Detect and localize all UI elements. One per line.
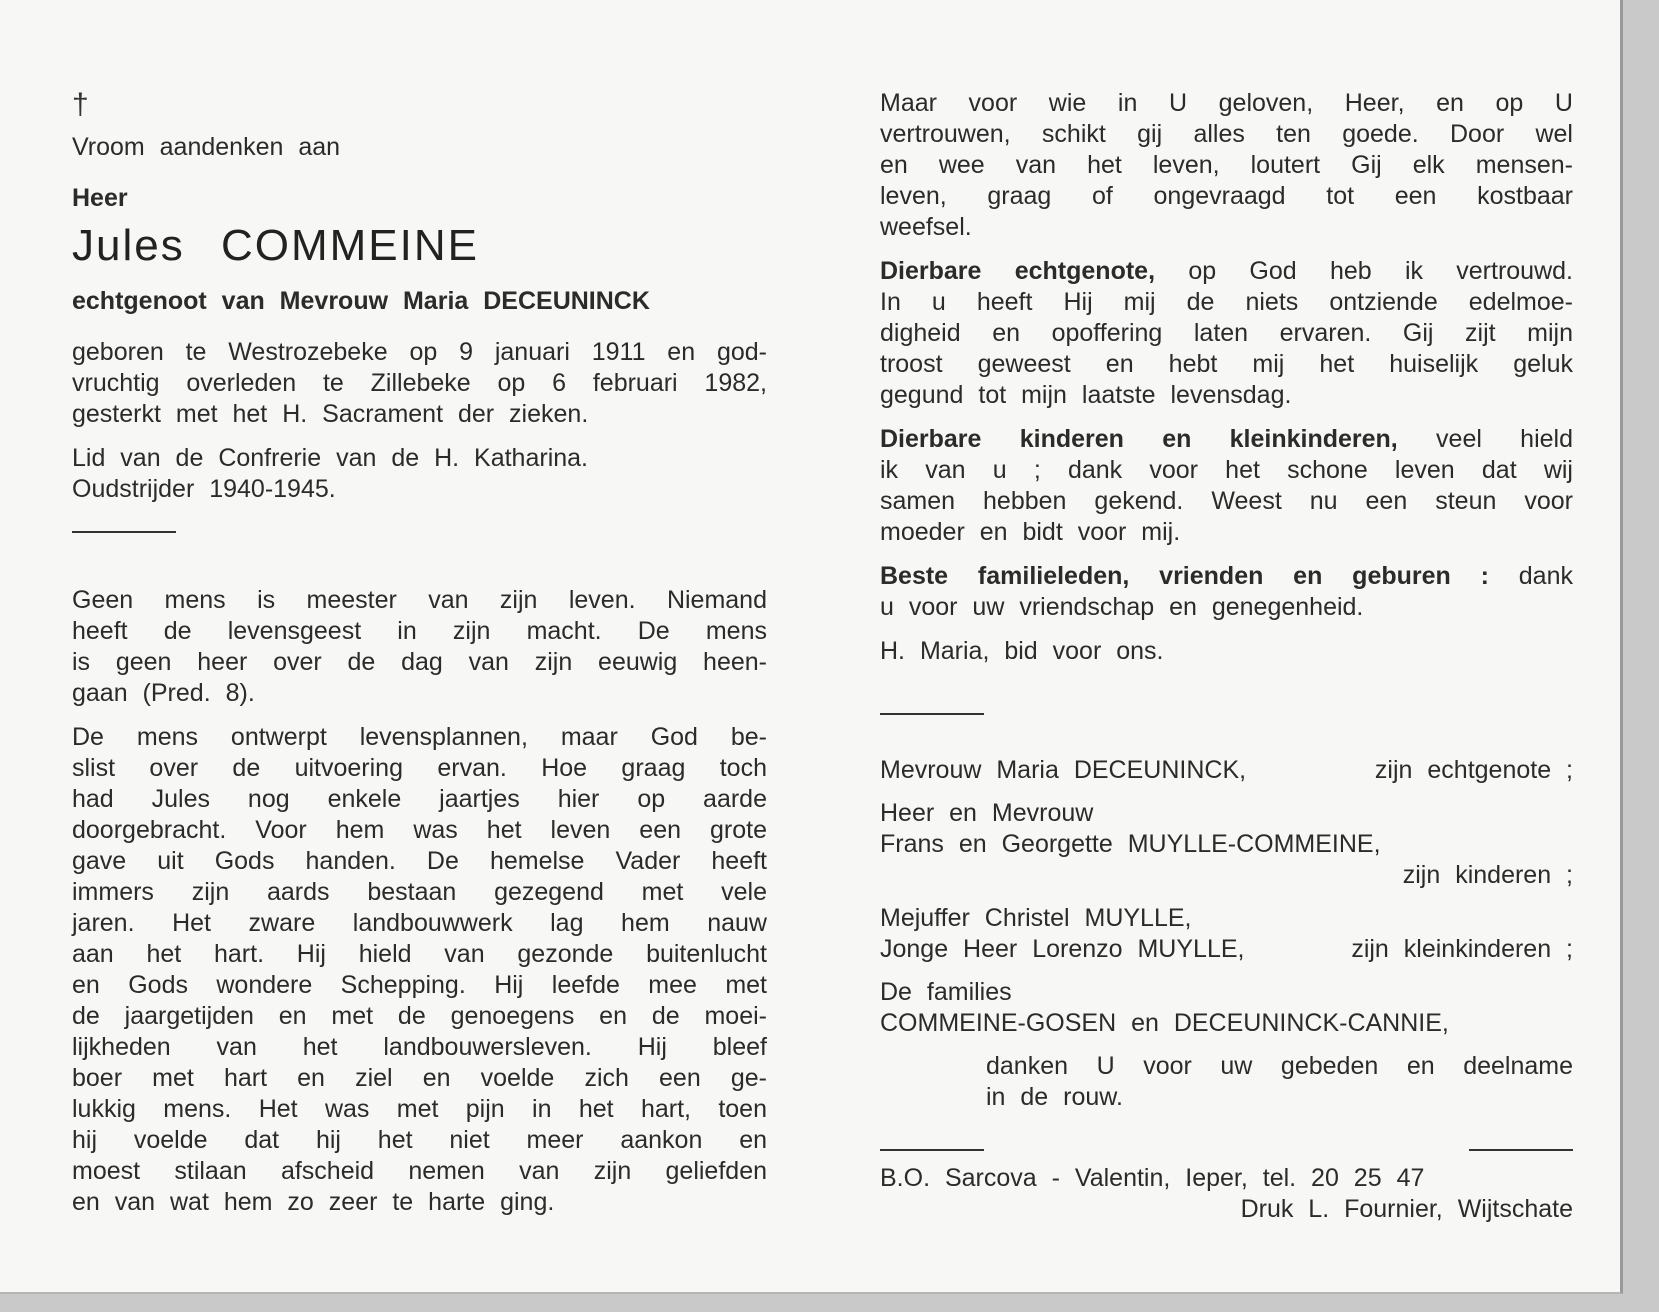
wife-name: Mevrouw Maria DECEUNINCK,: [880, 756, 1247, 784]
member-paragraph: [72, 443, 767, 505]
text-line: heeft de levensgeest in zijn macht. De mens: [72, 617, 767, 645]
grandchildren-row: [880, 934, 1573, 965]
text-line: en van wat hem zo zeer te harte ging.: [72, 1188, 555, 1216]
text-line: Geen mens is meester van zijn leven. Niemand: [72, 586, 767, 614]
text-line: moeder en bidt voor mij.: [880, 518, 1181, 546]
family-paragraph: [880, 561, 1573, 623]
divider: [72, 531, 176, 533]
funeral-home-credit: B.O. Sarcova - Valentin, Ieper, tel. 20 25 47: [880, 1164, 1425, 1192]
text-line: doorgebracht. Voor hem was het leven een grote: [72, 816, 767, 844]
children-line: Frans en Georgette MUYLLE-COMMEINE,: [880, 830, 1381, 858]
scripture-paragraph: [72, 585, 767, 709]
intro-text: Vroom aandenken aan: [72, 133, 341, 161]
text-line: Oudstrijder 1940-1945.: [72, 475, 336, 503]
text-line: de jaargetijden en met de genoegens en de moei-: [72, 1002, 767, 1030]
text-span: dank: [1488, 562, 1573, 590]
text-line: jaren. Het zware landbouwwerk lag hem nauw: [72, 909, 767, 937]
divider: [1469, 1149, 1573, 1151]
text-line: [880, 256, 1573, 287]
deceased-name: Jules COMMEINE: [72, 221, 479, 270]
text-line: samen hebben gekend. Weest nu een steun voor: [880, 487, 1573, 515]
text-span: veel hield: [1397, 425, 1573, 453]
faith-paragraph: [880, 88, 1573, 243]
spouse-address: Dierbare echtgenote,: [880, 257, 1156, 285]
text-line: aan het hart. Hij hield van gezonde buitenlucht: [72, 940, 767, 968]
text-line: ik van u ; dank voor het schone leven dat wij: [880, 456, 1573, 484]
text-line: Maar voor wie in U geloven, Heer, en op U: [880, 89, 1573, 117]
text-line: troost geweest en hebt mij het huiselijk geluk: [880, 350, 1573, 378]
text-line: u voor uw vriendschap en genegenheid.: [880, 593, 1364, 621]
text-line: en Gods wondere Schepping. Hij leefde mee met: [72, 971, 767, 999]
text-line: slist over de uitvoering ervan. Hoe graag toch: [72, 754, 767, 782]
family-address: Beste familieleden, vrienden en geburen :: [880, 562, 1489, 590]
text-line: gegund tot mijn laatste levensdag.: [880, 381, 1292, 409]
prayer-line: H. Maria, bid voor ons.: [880, 637, 1164, 665]
grandchildren-role: zijn kleinkinderen ;: [1351, 935, 1573, 963]
text-line: vruchtig overleden te Zillebeke op 6 februari 1982,: [72, 369, 767, 397]
cross-icon: †: [72, 88, 89, 121]
divider: [880, 713, 984, 715]
title-text: Heer: [72, 184, 128, 212]
children-paragraph: [880, 424, 1573, 548]
text-line: boer met hart en ziel en voelde zich een ge-: [72, 1064, 767, 1092]
text-line: leven, graag of ongevraagd tot een kostbaar: [880, 182, 1573, 210]
divider: [880, 1149, 984, 1151]
text-line: geboren te Westrozebeke op 9 januari 1911 en god-: [72, 338, 767, 366]
families-line: COMMEINE-GOSEN en DECEUNINCK-CANNIE,: [880, 1009, 1449, 1037]
text-line: Lid van de Confrerie van de H. Katharina.: [72, 444, 588, 472]
text-line: In u heeft Hij mij de niets ontziende edelmoe-: [880, 288, 1573, 316]
text-line: [880, 561, 1573, 592]
life-paragraph: [72, 722, 767, 1218]
grandchild-name: Jonge Heer Lorenzo MUYLLE,: [880, 935, 1245, 963]
text-line: had Jules nog enkele jaartjes hier op aarde: [72, 785, 767, 813]
families-line: De families: [880, 978, 1012, 1006]
text-line: De mens ontwerpt levensplannen, maar God be-: [72, 723, 767, 751]
spouse-paragraph: [880, 256, 1573, 411]
grandchild-line: Mejuffer Christel MUYLLE,: [880, 904, 1192, 932]
text-span: op God heb ik vertrouwd.: [1155, 257, 1573, 285]
thanks-block: [880, 1051, 1573, 1113]
text-line: is geen heer over de dag van zijn eeuwig heen-: [72, 648, 767, 676]
wife-row: [880, 755, 1573, 786]
text-line: immers zijn aards bestaan gezegend met vele: [72, 878, 767, 906]
thanks-line: in de rouw.: [986, 1083, 1123, 1111]
children-role: zijn kinderen ;: [1402, 861, 1573, 889]
left-column: [72, 88, 767, 1231]
text-line: digheid en opoffering laten ervaren. Gij zijt mijn: [880, 319, 1573, 347]
text-line: hij voelde dat hij het niet meer aankon en: [72, 1126, 767, 1154]
text-line: lijkheden van het landbouwersleven. Hij bleef: [72, 1033, 767, 1061]
text-line: [880, 424, 1573, 455]
spouse-line: echtgenoot van Mevrouw Maria DECEUNINCK: [72, 287, 650, 315]
birth-paragraph: [72, 337, 767, 430]
footer-rules: [880, 1149, 1573, 1151]
text-line: gave uit Gods handen. De hemelse Vader heeft: [72, 847, 767, 875]
text-line: gesterkt met het H. Sacrament der zieken.: [72, 400, 589, 428]
children-address: Dierbare kinderen en kleinkinderen,: [880, 425, 1398, 453]
right-column: [880, 88, 1573, 1225]
thanks-line: danken U voor uw gebeden en deelname: [986, 1052, 1573, 1080]
text-line: lukkig mens. Het was met pijn in het hart, toen: [72, 1095, 767, 1123]
text-line: weefsel.: [880, 213, 972, 241]
printer-credit: Druk L. Fournier, Wijtschate: [1240, 1195, 1573, 1223]
text-line: moest stilaan afscheid nemen van zijn geliefden: [72, 1157, 767, 1185]
wife-role: zijn echtgenote ;: [1374, 756, 1573, 784]
children-line: Heer en Mevrouw: [880, 799, 1094, 827]
text-line: en wee van het leven, loutert Gij elk mensen-: [880, 151, 1573, 179]
text-line: gaan (Pred. 8).: [72, 679, 255, 707]
text-line: vertrouwen, schikt gij alles ten goede. Door wel: [880, 120, 1573, 148]
